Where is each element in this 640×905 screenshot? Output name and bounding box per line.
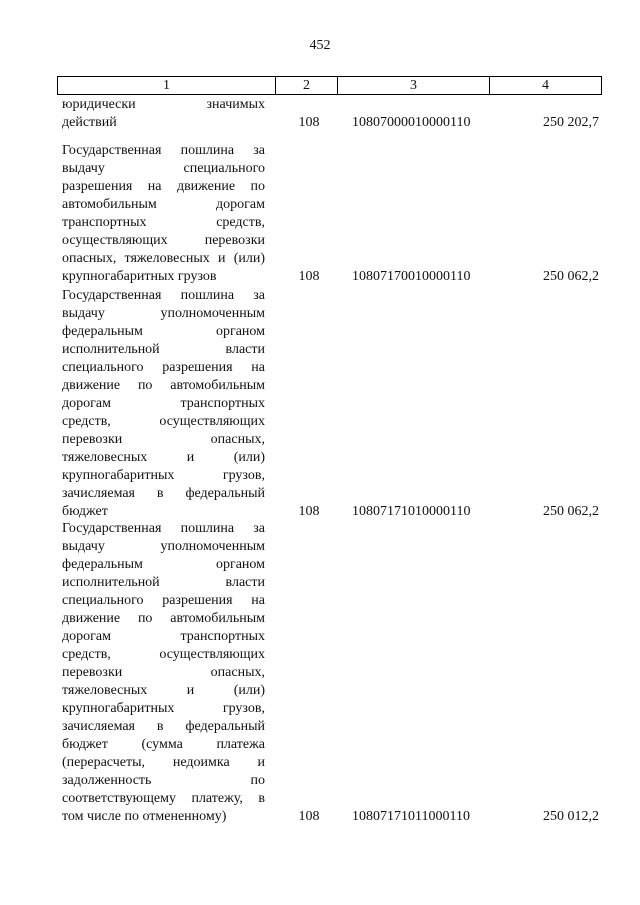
description-line: федеральным органом bbox=[62, 557, 265, 572]
description-line: дорогам транспортных bbox=[62, 396, 265, 411]
description-line: движение по автомобильным bbox=[62, 611, 265, 626]
column-header-row bbox=[57, 76, 602, 95]
description-line: (перерасчеты, недоимка и bbox=[62, 755, 265, 770]
description-line: дорогам транспортных bbox=[62, 629, 265, 644]
row-amount: 250 062,2 bbox=[543, 504, 599, 519]
row-amount: 250 062,2 bbox=[543, 269, 599, 284]
description-line: тяжеловесных и (или) bbox=[62, 683, 265, 698]
description-line: том числе по отмененному) bbox=[62, 809, 227, 824]
description-line: бюджет (сумма платежа bbox=[62, 737, 265, 752]
description-line: крупногабаритных грузов, bbox=[62, 701, 265, 716]
description-line: задолженность по bbox=[62, 773, 265, 788]
description-line: Государственная пошлина за bbox=[62, 143, 265, 158]
column-header-2: 2 bbox=[276, 77, 338, 95]
description-line: специального разрешения на bbox=[62, 593, 265, 608]
row-description bbox=[62, 96, 265, 132]
description-line: соответствующему платежу, в bbox=[62, 791, 265, 806]
row-description bbox=[62, 142, 265, 286]
description-line: средств, осуществляющих bbox=[62, 647, 265, 662]
row-code: 108 bbox=[298, 504, 320, 519]
row-kbk: 10807000010000110 bbox=[352, 115, 471, 130]
description-line: транспортных средств, bbox=[62, 215, 265, 230]
description-line: крупногабаритных грузов, bbox=[62, 468, 265, 483]
column-header-4: 4 bbox=[490, 77, 602, 95]
description-line: тяжеловесных и (или) bbox=[62, 450, 265, 465]
description-line: специального разрешения на bbox=[62, 360, 265, 375]
description-line: движение по автомобильным bbox=[62, 378, 265, 393]
description-line: перевозки опасных, bbox=[62, 665, 265, 680]
row-code: 108 bbox=[298, 809, 320, 824]
row-description bbox=[62, 287, 265, 521]
description-line: осуществляющих перевозки bbox=[62, 233, 265, 248]
description-line: выдачу уполномоченным bbox=[62, 306, 265, 321]
description-line: перевозки опасных, bbox=[62, 432, 265, 447]
row-kbk: 10807171010000110 bbox=[352, 504, 471, 519]
description-line: Государственная пошлина за bbox=[62, 521, 265, 536]
description-line: средств, осуществляющих bbox=[62, 414, 265, 429]
description-line: крупногабаритных грузов bbox=[62, 269, 217, 284]
row-kbk: 10807170010000110 bbox=[352, 269, 471, 284]
description-line: действий bbox=[62, 115, 117, 130]
description-line: разрешения на движение по bbox=[62, 179, 265, 194]
description-line: Государственная пошлина за bbox=[62, 288, 265, 303]
description-line: юридически значимых bbox=[62, 97, 265, 112]
page-number: 452 bbox=[309, 38, 331, 53]
description-line: исполнительной власти bbox=[62, 342, 265, 357]
description-line: зачисляемая в федеральный bbox=[62, 719, 265, 734]
description-line: выдачу специального bbox=[62, 161, 265, 176]
description-line: выдачу уполномоченным bbox=[62, 539, 265, 554]
row-code: 108 bbox=[298, 269, 320, 284]
description-line: зачисляемая в федеральный bbox=[62, 486, 265, 501]
description-line: федеральным органом bbox=[62, 324, 265, 339]
row-amount: 250 202,7 bbox=[543, 115, 599, 130]
description-line: бюджет bbox=[62, 504, 108, 519]
description-line: автомобильным дорогам bbox=[62, 197, 265, 212]
row-kbk: 10807171011000110 bbox=[352, 809, 470, 824]
row-description bbox=[62, 520, 265, 826]
column-header-3: 3 bbox=[338, 77, 490, 95]
description-line: опасных, тяжеловесных и (или) bbox=[62, 251, 265, 266]
description-line: исполнительной власти bbox=[62, 575, 265, 590]
column-header-1: 1 bbox=[58, 77, 276, 95]
row-amount: 250 012,2 bbox=[543, 809, 599, 824]
row-code: 108 bbox=[298, 115, 320, 130]
